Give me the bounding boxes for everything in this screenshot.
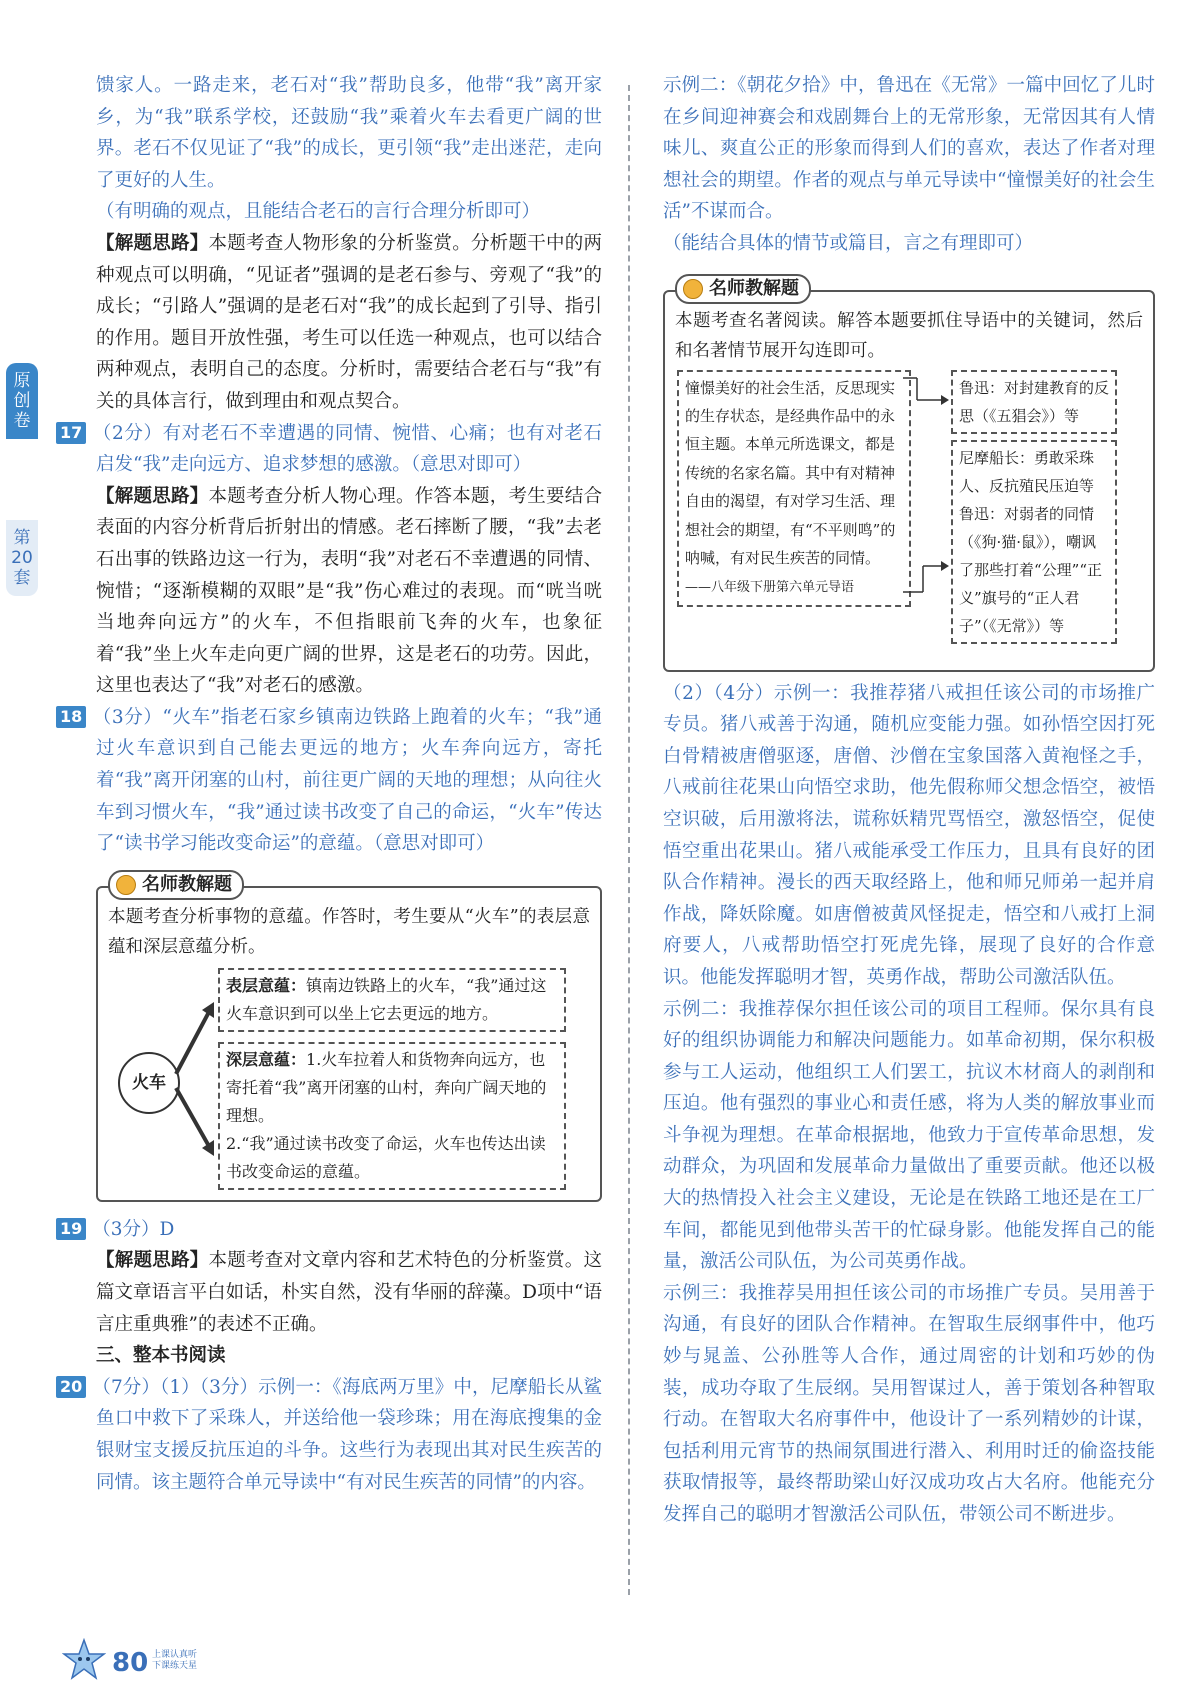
- teacher-box-title: [675, 274, 811, 304]
- teacher-box-intro: 本题考查分析事物的意蕴。作答时，考生要从“火车”的表层意蕴和深层意蕴分析。: [108, 906, 590, 957]
- train-diagram: [108, 968, 590, 1188]
- unit-guide-box: [677, 370, 911, 607]
- teacher-box-title-text: 名师教解题: [709, 277, 799, 299]
- train-circle: 火车: [118, 1052, 180, 1114]
- page-number: 80: [112, 1648, 149, 1678]
- thinking-16: [96, 228, 602, 418]
- thinking-label: 【解题思路】: [96, 1250, 209, 1272]
- side-tab-set: [6, 520, 38, 596]
- footer-slogan-2: 下课练天星: [152, 1661, 198, 1671]
- teacher-icon: [683, 279, 703, 299]
- deep-meaning-box: [218, 1042, 566, 1190]
- teacher-icon: [116, 875, 136, 895]
- answer-16-text: 馈家人。一路走来，老石对“我”帮助良多，他带“我”离开家乡，为“我”联系学校，还鼓励“我”乘着火车去看更广阔的世界。老石不仅见证了“我”的成长，更引领“我”走出迷茫，走向了更好的人生。: [96, 75, 602, 191]
- answer-18: [60, 702, 602, 860]
- left-column: [60, 70, 602, 1498]
- answer-20: [60, 1372, 602, 1498]
- relation-box-3-text: 鲁迅：对弱者的同情（《狗·猫·鼠》），嘲讽了那些打着“公理”“正义”旗号的“正人君子”（《无常》）等: [959, 504, 1103, 635]
- relation-box-1: 鲁迅：对封建教育的反思（《五猖会》）等: [951, 370, 1117, 434]
- right-column: [663, 70, 1155, 1531]
- answer-19: [60, 1214, 602, 1246]
- unit-guide-source: ——八年级下册第六单元导语: [685, 580, 855, 596]
- question-number-19: 19: [56, 1218, 86, 1240]
- surface-meaning-box: [218, 968, 566, 1032]
- deep-meaning-2: 2.“我”通过读书改变了命运，火车也传达出读书改变命运的意蕴。: [226, 1133, 546, 1181]
- thinking-17-text: 本题考查分析人物心理。作答本题，考生要结合表面的内容分析背后折射出的情感。老石摔断了腰，“我”去老石出事的铁路边这一行为，表明“我”对老石不幸遭遇的同情、惋惜；“逐渐模糊的双眼”是“我”伤心难过的表现。而“咣当咣当地奔向远方”的火车，不但指眼前飞奔的火车，也象征着“我”坐上火车走向更广阔的世界，这是老石的功劳。因此，这里也表达了“我”对老石的感激。: [96, 485, 602, 697]
- thinking-17: [96, 481, 602, 702]
- thinking-19: [96, 1245, 602, 1340]
- answer-16-note: （有明确的观点，且能结合老石的言行合理分析即可）: [96, 201, 541, 223]
- answer-19-text: （3分）D: [92, 1218, 175, 1240]
- diagram-arrows: [903, 370, 953, 660]
- star-mascot-icon: [62, 1638, 106, 1682]
- side-tab-set-label: 第20套: [11, 528, 33, 588]
- surface-meaning-text: 镇南边铁路上的火车，“我”通过这火车意识到可以坐上它去更远的地方。: [226, 975, 547, 1023]
- side-tab-original: [6, 363, 38, 439]
- teacher-box-title: [108, 870, 244, 900]
- answer-20-2: （2）（4分）示例一：我推荐猪八戒担任该公司的市场推广专员。猪八戒善于沟通，随机应变能力强。如孙悟空因打死白骨精被唐僧驱逐，唐僧、沙僧在宝象国落入黄袍怪之手，八戒前往花果山向悟空求助，他先假称师父想念悟空，被悟空识破，后用激将法，谎称妖精咒骂悟空，激怒悟空，促使悟空重出花果山。猪八戒能承受工作压力，且具有良好的团队合作精神。漫长的西天取经路上，他和师兄师弟一起并肩作战，降妖除魔。如唐僧被黄风怪捉走，悟空和八戒打上洞府要人，八戒帮助悟空打死虎先锋，展现了良好的合作意识。他能发挥聪明才智，英勇作战，帮助公司激活队伍。: [663, 682, 1155, 988]
- answer-20-2-example-2: 示例二：我推荐保尔担任该公司的项目工程师。保尔具有良好的组织协调能力和解决问题能力。如革命初期，保尔积极参与工人运动，他组织工人们罢工，抗议木材商人的剥削和压迫。他有强烈的事业心和责任感，将为人类的解放事业而斗争视为理想。在革命根据地，他致力于宣传革命思想，发动群众，为巩固和发展革命力量做出了重要贡献。他还以极大的热情投入社会主义建设，无论是在铁路工地还是在工厂车间，都能见到他带头苦干的忙碌身影。他能发挥自己的能量，激活公司队伍，为公司英勇作战。: [663, 998, 1155, 1273]
- answer-17-text: （2分）有对老石不幸遭遇的同情、惋惜、心痛；也有对老石启发“我”走向远方、追求梦想的感激。（意思对即可）: [92, 422, 602, 476]
- footer-slogan-1: 上课认真听: [152, 1650, 198, 1660]
- question-number-18: 18: [56, 706, 86, 728]
- footer-slogan: [152, 1650, 197, 1672]
- thinking-label: 【解题思路】: [96, 232, 209, 254]
- thinking-16-text: 本题考查人物形象的分析鉴赏。分析题干中的两种观点可以明确，“见证者”强调的是老石参与、旁观了“我”的成长；“引路人”强调的是老石对“我”的成长起到了引导、指引的作用。题目开放性强，考生可以任选一种观点，也可以结合两种观点，表明自己的态度。分析时，需要结合老石与“我”有关的具体言行，做到理由和观点契合。: [96, 232, 602, 412]
- unit-guide-text: 憧憬美好的社会生活，反思现实的生存状态，是经典作品中的永恒主题。本单元所选课文，都是传统的名家名篇。其中有对精神自由的渴望，有对学习生活、理想社会的期望，有“不平则鸣”的呐喊，有对民生疾苦的同情。: [685, 378, 896, 567]
- answer-20-example-2: 示例二：《朝花夕拾》中，鲁迅在《无常》一篇中回忆了儿时在乡间迎神赛会和戏剧舞台上的无常形象，无常因其有人情味儿、爽直公正的形象而得到人们的喜欢，表达了作者对理想社会的期望。作者的观点与单元导读中“憧憬美好的社会生活”不谋而合。: [663, 75, 1155, 223]
- question-number-17: 17: [56, 422, 86, 444]
- guide-diagram: [675, 370, 1143, 660]
- relation-box-2: [951, 440, 1117, 644]
- answer-17: [60, 418, 602, 481]
- teacher-box-18: [96, 873, 602, 1202]
- answer-20-note: （能结合具体的情节或篇目，言之有理即可）: [663, 232, 1034, 254]
- surface-meaning-label: 表层意蕴：: [226, 975, 307, 995]
- teacher-box-intro: 本题考查名著阅读。解答本题要抓住导语中的关键词，然后和名著情节展开勾连即可。: [675, 310, 1143, 361]
- teacher-box-title-text: 名师教解题: [142, 873, 232, 895]
- relation-box-2-text: 尼摩船长：勇敢采珠人、反抗殖民压迫等: [959, 448, 1095, 495]
- answer-18-text: （3分）“火车”指老石家乡镇南边铁路上跑着的火车；“我”通过火车意识到自己能去更远的地方；火车奔向远方，寄托着“我”离开闭塞的山村，前往更广阔的天地的理想；从向往火车到习惯火车，“我”通过读书改变了自己的命运，“火车”传达了“读书学习能改变命运”的意蕴。（意思对即可）: [92, 706, 602, 855]
- side-tab-label: 原创卷: [13, 371, 31, 431]
- deep-meaning-label: 深层意蕴：: [226, 1049, 307, 1069]
- diagram-arrows: [174, 988, 218, 1168]
- teacher-box-20: [663, 277, 1155, 672]
- thinking-19-text: 本题考查对文章内容和艺术特色的分析鉴赏。这篇文章语言平白如话，朴实自然，没有华丽的辞藻。D项中“语言庄重典雅”的表述不正确。: [96, 1250, 602, 1335]
- answer-20-text: （7分）（1）（3分）示例一：《海底两万里》中，尼摩船长从鲨鱼口中救下了采珠人，并送给他一袋珍珠；用在海底搜集的金银财宝支援反抗压迫的斗争。这些行为表现出其对民生疾苦的同情。该主题符合单元导读中“有对民生疾苦的同情”的内容。: [92, 1376, 602, 1493]
- deep-meaning-1: 1.火车拉着人和货物奔向远方，也寄托着“我”离开闭塞的山村，奔向广阔天地的理想。: [226, 1049, 547, 1125]
- thinking-label: 【解题思路】: [96, 485, 209, 507]
- question-number-20: 20: [56, 1376, 86, 1398]
- section-whole-book: 三、整本书阅读: [96, 1345, 226, 1367]
- answer-20-2-example-3: 示例三：我推荐吴用担任该公司的市场推广专员。吴用善于沟通，有良好的团队合作精神。在智取生辰纲事件中，他巧妙与晁盖、公孙胜等人合作，通过周密的计划和巧妙的伪装，成功夺取了生辰纲。吴用智谋过人，善于策划各种智取行动。在智取大名府事件中，他设计了一系列精妙的计谋，包括利用元宵节的热闹氛围进行潜入、利用时迁的偷盗技能获取情报等，最终帮助梁山好汉成功攻占大名府。他能充分发挥自己的聪明才智激活公司队伍，带领公司不断进步。: [663, 1282, 1155, 1525]
- column-divider: [628, 85, 630, 1595]
